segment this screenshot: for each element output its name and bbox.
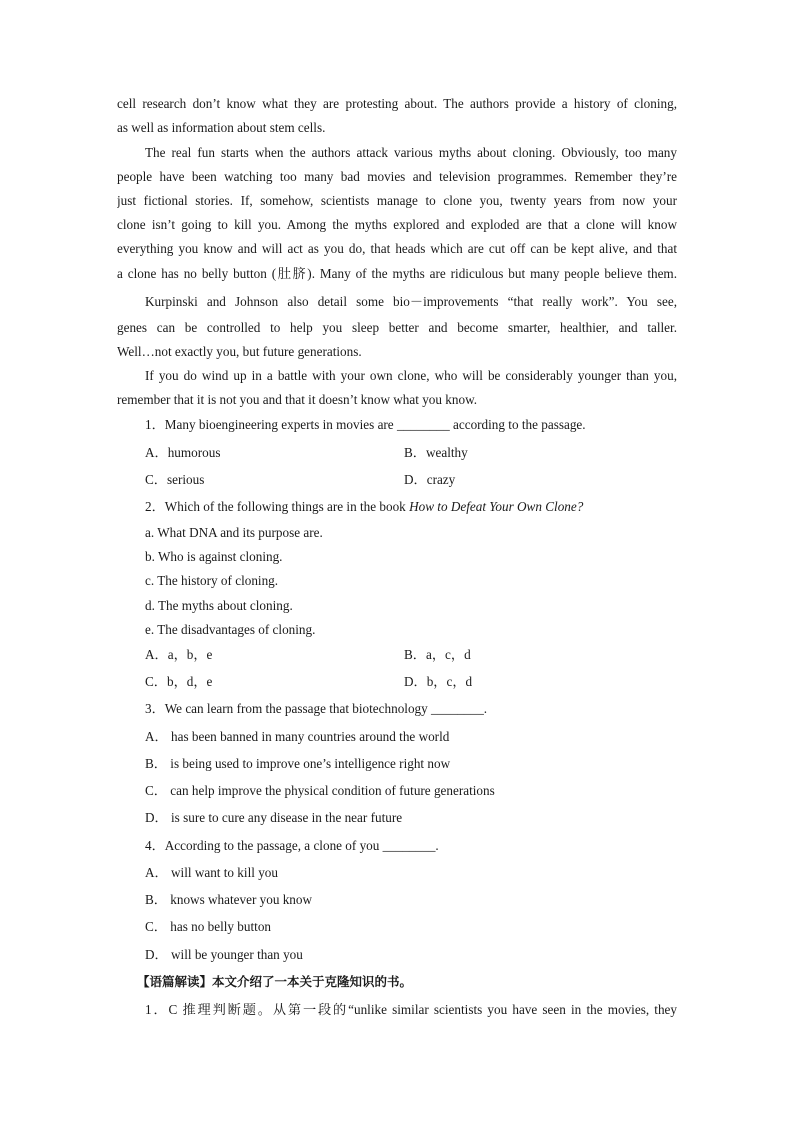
question-3-option-c: C． can help improve the physical condition of future generations	[145, 783, 495, 798]
question-4-option-b: B． knows whatever you know	[145, 892, 313, 907]
passage-line-5: just fictional stories. If, somehow, scientists manage to clone you, twenty years from now your	[117, 193, 677, 208]
passage-line-8: a clone has no belly button (肚脐). Many of the myths are ridiculous but many people believe them.	[117, 266, 677, 281]
question-3-option-a: A． has been banned in many countries around the world	[145, 729, 450, 744]
question-2-item-a: a. What DNA and its purpose are.	[145, 525, 323, 540]
question-2-stem	[145, 498, 705, 516]
passage-line-12: If you do wind up in a battle with your own clone, who will be considerably younger than you,	[145, 368, 677, 383]
question-3-option-b: B． is being used to improve one’s intelligence right now	[145, 756, 451, 771]
question-2-option-b: B．a，c，d	[404, 647, 471, 662]
question-4-option-d: D． will be younger than you	[145, 947, 303, 962]
book-title: How to Defeat Your Own Clone?	[409, 499, 584, 514]
question-2-item-c: c. The history of cloning.	[145, 573, 279, 588]
question-2-option-a: A．a，b，e	[145, 647, 213, 662]
question-3-stem: 3．We can learn from the passage that biotechnology ________.	[145, 701, 488, 716]
analysis-heading: 【语篇解读】本文介绍了一本关于克隆知识的书。	[137, 974, 413, 989]
analysis-answer-1: 1．C 推理判断题。从第一段的“unlike similar scientists you have seen in the movies, they	[145, 1002, 677, 1017]
passage-line-6: clone isn’t going to kill you. Among the myths explored and exploded are that a clone will know	[117, 217, 677, 232]
passage-line-1: cell research don’t know what they are protesting about. The authors provide a history of cloning,	[117, 96, 677, 111]
question-1-option-b: B．wealthy	[404, 445, 468, 460]
passage-line-11: Well…not exactly you, but future generations.	[117, 344, 362, 359]
passage-line-9: Kurpinski and Johnson also detail some bio－improvements “that really work”. You see,	[145, 294, 677, 309]
question-1-option-d: D．crazy	[404, 472, 456, 487]
passage-line-4: people have been watching too many bad movies and television programmes. Remember they’re	[117, 169, 677, 184]
question-1-stem: 1．Many bioengineering experts in movies are ________ according to the passage.	[145, 417, 586, 432]
passage-line-3: The real fun starts when the authors attack various myths about cloning. Obviously, too many	[145, 145, 677, 160]
question-1-option-a: A．humorous	[145, 445, 221, 460]
question-2-item-d: d. The myths about cloning.	[145, 598, 293, 613]
passage-line-10: genes can be controlled to help you sleep better and become smarter, healthier, and taller.	[117, 320, 677, 335]
question-2-item-e: e. The disadvantages of cloning.	[145, 622, 316, 637]
question-4-option-a: A． will want to kill you	[145, 865, 278, 880]
passage-line-13: remember that it is not you and that it doesn’t know what you know.	[117, 392, 478, 407]
question-4-stem: 4．According to the passage, a clone of you ________.	[145, 838, 439, 853]
passage-line-7: everything you know and will act as you do, that heads which are cut off can be kept alive, and that	[117, 241, 677, 256]
question-2-option-c: C．b，d，e	[145, 674, 213, 689]
question-3-option-d: D． is sure to cure any disease in the near future	[145, 810, 403, 825]
question-2-stem-text: 2．Which of the following things are in the book	[145, 499, 410, 514]
passage-line-2: as well as information about stem cells.	[117, 120, 326, 135]
question-2-option-d: D．b，c，d	[404, 674, 473, 689]
question-4-option-c: C． has no belly button	[145, 919, 272, 934]
question-2-item-b: b. Who is against cloning.	[145, 549, 283, 564]
question-1-option-c: C．serious	[145, 472, 205, 487]
